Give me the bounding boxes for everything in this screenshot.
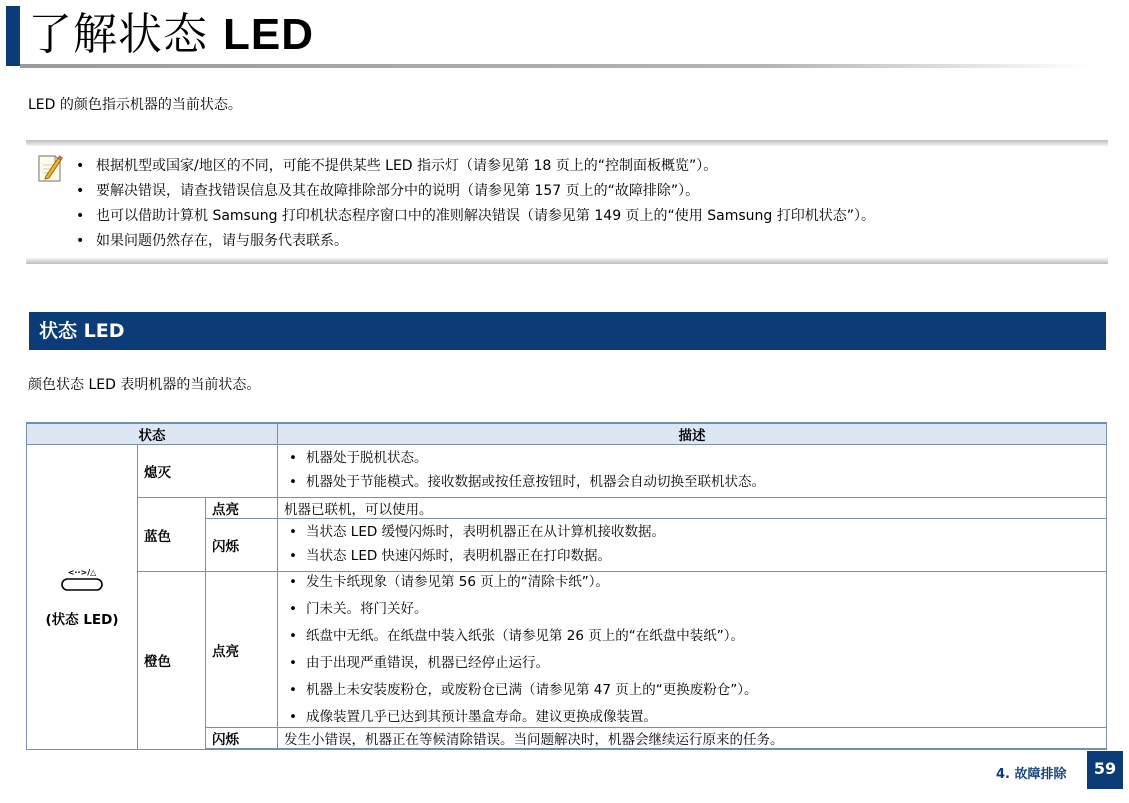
orange-label: 橙色 <box>138 572 206 750</box>
list-item: • 当状态 LED 缓慢闪烁时，表明机器正在从计算机接收数据。 <box>284 523 1100 541</box>
status-led-label: (状态 LED) <box>45 611 119 628</box>
table-row <box>27 445 1107 498</box>
off-description <box>278 445 1107 498</box>
section-description: 颜色状态 LED 表明机器的当前状态。 <box>28 377 261 393</box>
page-title <box>28 4 314 66</box>
orange-blink-description: 发生小错误，机器正在等候清除错误。当问题解决时，机器会继续运行原来的任务。 <box>278 728 1107 750</box>
table-row <box>27 572 1107 728</box>
blue-blink-description <box>278 519 1107 572</box>
status-led-table <box>26 422 1107 750</box>
blue-blink-label: 闪烁 <box>206 519 278 572</box>
note-list <box>76 154 875 254</box>
note-item: • 根据机型或国家/地区的不同，可能不提供某些 LED 指示灯（请参见第 18 页上的“控制面板概览”）。 <box>76 154 875 179</box>
blue-on-label: 点亮 <box>206 498 278 519</box>
list-item: • 当状态 LED 快速闪烁时，表明机器正在打印数据。 <box>284 547 1100 565</box>
note-item: • 如果问题仍然存在，请与服务代表联系。 <box>76 229 875 254</box>
status-led-icon-label: <··>/△ <box>67 567 97 577</box>
intro-text: LED 的颜色指示机器的当前状态。 <box>28 97 242 113</box>
list-item: • 由于出现严重错误，机器已经停止运行。 <box>284 654 1100 672</box>
note-box-top-rule <box>26 140 1108 146</box>
note-item: • 要解决错误，请查找错误信息及其在故障排除部分中的说明（请参见第 157 页上的“故障排除”）。 <box>76 179 875 204</box>
orange-on-description <box>278 572 1107 728</box>
note-pencil-icon <box>36 152 64 184</box>
list-item: • 纸盘中无纸。在纸盘中装入纸张（请参见第 26 页上的“在纸盘中装纸”）。 <box>284 627 1100 645</box>
list-item: • 机器处于节能模式。接收数据或按任意按钮时，机器会自动切换至联机状态。 <box>284 473 1100 491</box>
status-led-cell <box>27 445 138 750</box>
off-label: 熄灭 <box>138 445 278 498</box>
header-description: 描述 <box>278 423 1107 445</box>
blue-label: 蓝色 <box>138 498 206 572</box>
header-status: 状态 <box>27 423 278 445</box>
table-row <box>27 498 1107 519</box>
title-underline <box>20 64 1090 68</box>
list-item: • 机器处于脱机状态。 <box>284 449 1100 467</box>
orange-on-label: 点亮 <box>206 572 278 728</box>
title-accent-bar <box>6 6 20 66</box>
blue-on-description: 机器已联机，可以使用。 <box>278 498 1107 519</box>
list-item: • 门未关。将门关好。 <box>284 600 1100 618</box>
footer-chapter: 4. 故障排除 <box>996 767 1067 782</box>
page-number: 59 <box>1087 751 1123 789</box>
orange-blink-label: 闪烁 <box>206 728 278 750</box>
page-title-latin: LED <box>223 10 314 59</box>
page-title-cn: 了解状态 <box>28 9 208 60</box>
list-item: • 发生卡纸现象（请参见第 56 页上的“清除卡纸”）。 <box>284 573 1100 591</box>
section-heading: 状态 LED <box>29 312 1106 350</box>
status-led-icon <box>59 566 105 594</box>
note-box-bottom-rule <box>26 258 1108 264</box>
list-item: • 成像装置几乎已达到其预计墨盒寿命。建议更换成像装置。 <box>284 708 1100 726</box>
list-item: • 机器上未安装废粉仓，或废粉仓已满（请参见第 47 页上的“更换废粉仓”）。 <box>284 681 1100 699</box>
note-item: • 也可以借助计算机 Samsung 打印机状态程序窗口中的准则解决错误（请参见第 149 页上的“使用 Samsung 打印机状态”）。 <box>76 204 875 229</box>
